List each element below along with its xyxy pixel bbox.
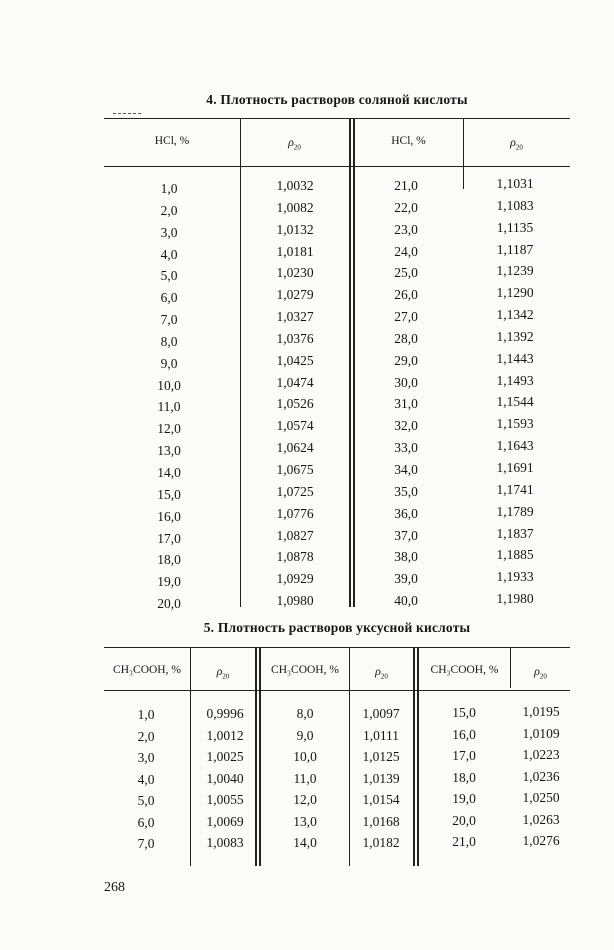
table-cell: 38,0 [394, 549, 418, 565]
table-cell: 16,0 [452, 726, 476, 742]
table-cell: 20,0 [452, 812, 476, 828]
table-cell: 1,0223 [522, 747, 560, 762]
table-4-header-conc-left: HCl, % [154, 135, 190, 147]
table-cell: 1,0097 [362, 706, 400, 721]
table-cell: 1,0132 [276, 221, 314, 237]
table-5-header-conc-3: CH₃COOH, % [430, 664, 499, 676]
table-4-header-conc-right: HCl, % [391, 135, 426, 147]
table-cell: 7,0 [160, 312, 178, 328]
table-cell: 1,0236 [522, 768, 560, 784]
table-cell: 1,0574 [276, 418, 314, 434]
table-cell: 15,0 [452, 705, 476, 720]
table-cell: 1,0025 [206, 749, 244, 764]
table-cell: 19,0 [452, 791, 476, 806]
page-number: 268 [104, 880, 125, 895]
table-5-divider-1 [190, 648, 191, 866]
table-cell: 26,0 [394, 287, 418, 303]
table-cell: 40,0 [394, 593, 418, 609]
table-cell: 1,1741 [496, 481, 534, 497]
table-cell: 1,1392 [496, 328, 534, 344]
table-cell: 12,0 [157, 421, 181, 437]
table-cell: 12,0 [293, 792, 317, 807]
table-cell: 2,0 [160, 202, 178, 218]
table-cell: 1,0327 [276, 309, 314, 325]
table-5-divider-4a [413, 648, 415, 866]
table-cell: 1,0980 [276, 593, 314, 609]
table-cell: 1,0168 [362, 813, 400, 829]
table-cell: 14,0 [293, 835, 317, 850]
table-cell: 3,0 [137, 750, 155, 765]
table-5-rho-3-column [512, 701, 570, 852]
table-cell: 1,0139 [362, 770, 400, 786]
table-4-top-rule [104, 118, 570, 119]
table-cell: 1,1691 [496, 459, 534, 475]
table-cell: 1,0181 [276, 243, 314, 259]
table-cell: 1,0263 [522, 811, 560, 827]
table-cell: 1,1135 [496, 219, 534, 235]
table-cell: 1,0012 [206, 727, 244, 743]
table-cell: 1,0069 [206, 813, 244, 829]
table-cell: 1,0040 [206, 770, 244, 786]
table-cell: 1,0526 [276, 396, 314, 412]
table-5-header-conc-1: CH₃COOH, % [113, 664, 181, 676]
table-cell: 15,0 [157, 486, 181, 502]
table-4-right-rho-column [482, 173, 548, 610]
table-cell: 20,0 [157, 596, 181, 612]
table-4-divider-3 [463, 119, 464, 189]
table-cell: 7,0 [137, 836, 155, 851]
table-5-conc-1-column [124, 704, 168, 855]
table-cell: 9,0 [296, 727, 314, 743]
table-cell: 1,1593 [496, 416, 534, 432]
table-cell: 1,0250 [522, 790, 560, 805]
table-cell: 17,0 [452, 748, 476, 763]
table-cell: 1,0675 [276, 461, 314, 477]
table-cell: 10,0 [293, 749, 317, 764]
table-cell: 32,0 [394, 418, 418, 434]
table-cell: 37,0 [394, 527, 418, 543]
table-cell: 1,1239 [496, 263, 534, 279]
table-cell: 19,0 [157, 574, 181, 590]
table-cell: 1,1933 [496, 569, 534, 585]
table-cell: 1,0276 [522, 833, 560, 848]
table-cell: 27,0 [394, 309, 418, 325]
decorative-dash [113, 113, 141, 114]
table-cell: 31,0 [394, 396, 418, 412]
table-cell: 1,1443 [496, 350, 534, 366]
table-5-title: 5. Плотность растворов уксусной кислоты [203, 620, 471, 635]
table-cell: 1,0083 [206, 835, 244, 850]
table-cell: 1,0425 [276, 352, 314, 368]
table-cell: 11,0 [157, 399, 181, 415]
table-4-left-conc-column [144, 178, 194, 615]
table-5-header-conc-2: CH₃COOH, % [271, 664, 339, 676]
table-cell: 17,0 [157, 530, 181, 546]
table-cell: 3,0 [160, 224, 178, 240]
table-cell: 1,0474 [276, 374, 314, 390]
table-5-rho-2-column [352, 703, 410, 854]
table-cell: 1,0776 [276, 505, 314, 521]
table-cell: 22,0 [394, 199, 418, 215]
table-cell: 1,0082 [276, 199, 314, 215]
table-cell: 1,0 [160, 181, 178, 196]
table-cell: 13,0 [293, 813, 317, 829]
table-4-divider-double-a [349, 119, 351, 607]
table-cell: 1,0109 [522, 725, 560, 741]
table-4-header-rule [104, 166, 570, 167]
table-cell: 1,0725 [276, 483, 314, 499]
table-cell: 4,0 [160, 246, 178, 262]
table-5-top-rule [104, 647, 570, 648]
table-cell: 1,0111 [362, 727, 400, 743]
table-cell: 1,0376 [276, 330, 314, 346]
table-cell: 6,0 [137, 814, 155, 830]
table-cell: 28,0 [394, 330, 418, 346]
table-5-header-rho-1: $\rho_{20}$ [216, 664, 230, 681]
table-cell: 1,1290 [496, 285, 534, 301]
table-4-divider-1 [240, 119, 241, 607]
table-5-divider-2b [259, 648, 261, 866]
table-cell: 34,0 [394, 461, 418, 477]
table-cell: 0,9996 [206, 706, 244, 721]
table-cell: 35,0 [394, 483, 418, 499]
table-cell: 1,1544 [496, 394, 534, 410]
table-cell: 1,0827 [276, 527, 314, 543]
table-4-divider-double-b [353, 119, 355, 607]
table-cell: 1,0624 [276, 440, 314, 456]
table-cell: 1,0195 [522, 704, 560, 719]
table-cell: 13,0 [157, 443, 181, 459]
table-cell: 1,1342 [496, 307, 534, 323]
table-cell: 24,0 [394, 243, 418, 259]
table-5-conc-2-column [281, 703, 329, 854]
table-cell: 16,0 [157, 508, 181, 524]
table-cell: 25,0 [394, 265, 418, 281]
table-cell: 39,0 [394, 571, 418, 587]
table-cell: 1,0 [137, 707, 155, 722]
table-cell: 1,0154 [362, 792, 400, 807]
table-cell: 14,0 [157, 464, 181, 480]
table-cell: 8,0 [296, 706, 314, 721]
table-cell: 4,0 [137, 771, 155, 787]
table-cell: 5,0 [137, 793, 155, 808]
table-cell: 10,0 [157, 377, 181, 393]
table-cell: 18,0 [452, 769, 476, 785]
table-4-right-conc-column [381, 175, 431, 612]
table-cell: 11,0 [293, 770, 317, 786]
table-cell: 1,0230 [276, 265, 314, 281]
table-5-header-rho-2: $\rho_{20}$ [375, 664, 388, 681]
table-cell: 2,0 [137, 728, 155, 744]
table-4-header-rho-left: $\rho_{20}$ [288, 135, 301, 152]
table-5-rho-1-column [197, 703, 253, 854]
table-cell: 1,1493 [496, 372, 534, 388]
table-cell: 1,0125 [362, 749, 400, 764]
table-cell: 1,1885 [496, 547, 534, 563]
table-cell: 1,1643 [496, 438, 534, 454]
table-cell: 23,0 [394, 221, 418, 237]
table-cell: 1,0279 [276, 287, 314, 303]
table-cell: 21,0 [452, 834, 476, 849]
table-5-conc-3-column [440, 702, 488, 853]
table-cell: 1,1789 [496, 503, 534, 519]
table-5-divider-2a [255, 648, 257, 866]
table-cell: 1,1031 [496, 176, 534, 191]
table-cell: 1,1187 [496, 241, 534, 257]
table-cell: 18,0 [157, 552, 181, 568]
table-cell: 9,0 [160, 355, 178, 371]
table-cell: 1,0929 [276, 571, 314, 587]
table-cell: 1,1837 [496, 525, 534, 541]
table-cell: 29,0 [394, 352, 418, 368]
table-cell: 5,0 [160, 268, 178, 284]
table-5-header-rule [104, 690, 570, 691]
table-cell: 1,1980 [496, 591, 534, 607]
table-cell: 1,0182 [362, 835, 400, 850]
table-cell: 1,1083 [496, 197, 534, 213]
table-cell: 36,0 [394, 505, 418, 521]
table-5-divider-4b [417, 648, 419, 866]
table-cell: 1,0055 [206, 792, 244, 807]
table-cell: 21,0 [394, 178, 418, 193]
table-cell: 30,0 [394, 374, 418, 390]
table-cell: 33,0 [394, 440, 418, 456]
table-cell: 8,0 [160, 333, 178, 349]
table-4-header-rho-right: $\rho_{20}$ [510, 135, 523, 152]
table-5-header-rho-3: $\rho_{20}$ [534, 664, 547, 681]
table-4-title: 4. Плотность растворов соляной кислоты [206, 92, 468, 107]
table-cell: 6,0 [160, 290, 178, 306]
table-cell: 1,0878 [276, 549, 314, 565]
table-5-divider-3 [349, 648, 350, 866]
table-cell: 1,0032 [276, 178, 314, 193]
table-4-left-rho-column [262, 175, 328, 612]
